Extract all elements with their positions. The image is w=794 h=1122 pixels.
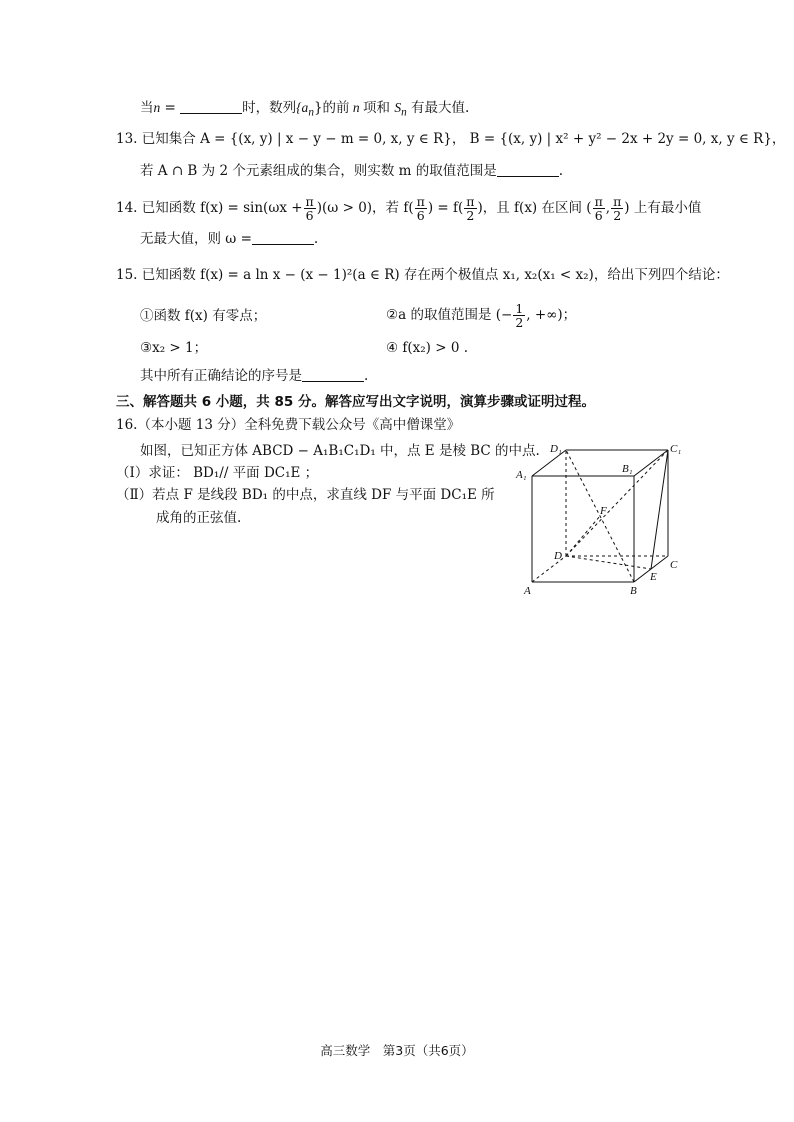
answer-blank	[180, 99, 242, 114]
label-C: C	[670, 559, 678, 571]
q12-sub: n	[401, 106, 407, 119]
q16-part2b: 成角的正弦值.	[156, 510, 242, 526]
label-C1: C₁	[670, 443, 682, 455]
q15-choice-text: ①函数 f(x) 有零点；	[140, 308, 267, 324]
q12-sub: n	[308, 106, 314, 119]
q12-text: 项和	[363, 100, 391, 116]
cube-figure	[510, 440, 690, 600]
q14-line2	[140, 229, 318, 249]
q15-choice-3	[140, 338, 207, 358]
q13-period: .	[558, 163, 563, 179]
q16-part1: （Ⅰ）求证： BD₁// 平面 DC₁E ；	[116, 465, 319, 481]
q12-line	[140, 98, 469, 123]
q13-line2	[140, 161, 563, 181]
q13-sets: 已知集合 A = {(x, y) | x − y − m = 0, x, y ∈ R}， B = {(x, y) | x² + y² − 2x + 2y = 0, x, y ∈ R}，	[141, 131, 786, 147]
segment-DF-hidden	[566, 516, 600, 556]
denominator: 6	[416, 208, 425, 223]
q12-seq: {a	[296, 100, 309, 115]
q12-eq: =	[160, 100, 181, 116]
label-D1: D₁	[550, 443, 562, 455]
q15-choice-text: ②a 的取值范围是 (−	[386, 307, 513, 323]
q16-part2a: （Ⅱ）若点 F 是线段 BD₁ 的中点，求直线 DF 与平面 DC₁E 所	[116, 487, 495, 503]
question-number: 14.	[116, 200, 138, 216]
answer-blank	[302, 367, 364, 382]
q15-stem: 已知函数 f(x) = a ln x − (x − 1)²(a ∈ R) 存在两个极值点 x₁, x₂(x₁ < x₂)，给出下列四个结论：	[141, 267, 729, 283]
q14-prompt: 无最大值，则 ω =	[140, 231, 252, 247]
q14-comma: ,	[605, 200, 611, 216]
denominator: 6	[305, 208, 314, 223]
q12-text: 当	[140, 100, 154, 116]
label-A1: A₁	[516, 469, 527, 481]
q14-line1	[116, 193, 701, 223]
segment-DC1-hidden	[566, 450, 668, 556]
q12-text: 时，数列	[242, 100, 297, 116]
label-B: B	[630, 585, 637, 597]
q12-var: n	[349, 100, 364, 115]
q15-choice-text: ④ f(x₂) > 0 .	[386, 340, 469, 356]
segment-C1E	[651, 450, 668, 569]
question-number: 13.	[116, 131, 138, 147]
numerator: π	[466, 194, 475, 209]
fraction-pi-2	[611, 195, 623, 222]
question-number: 15.	[116, 267, 138, 283]
fraction-pi-2	[464, 195, 476, 222]
q15-choice-4	[386, 338, 468, 358]
q14-period: .	[313, 231, 319, 247]
denominator: 2	[613, 208, 622, 223]
page-footer: 高三数学 第3页（共6页）	[320, 1043, 474, 1058]
label-E: E	[650, 571, 657, 583]
q15-choice-text: , +∞)；	[526, 307, 577, 323]
answer-blank	[497, 162, 559, 177]
segment-DE-hidden	[566, 556, 651, 569]
q16-intro: 如图，已知正方体 ABCD − A₁B₁C₁D₁ 中，点 E 是棱 BC 的中点.	[140, 443, 540, 459]
q14-text: )(ω > 0)，若 f(	[316, 200, 414, 216]
q14-text: ) 上有最小值	[624, 200, 702, 216]
q14-text: 已知函数 f(x) = sin(ωx +	[141, 200, 303, 216]
fraction-pi-6	[593, 195, 605, 222]
q12-text: 有最大值.	[411, 100, 470, 116]
q12-seq-end: }	[313, 100, 323, 116]
q15-choice-text: ③x₂ > 1；	[140, 340, 208, 356]
q15-line1	[116, 265, 729, 285]
edge-C1B1	[634, 450, 668, 476]
q15-line-end	[140, 366, 368, 386]
q15-period: .	[364, 368, 369, 384]
q15-choice-1	[140, 306, 266, 326]
q14-text: )，且 f(x) 在区间 (	[477, 200, 592, 216]
label-F: F	[600, 505, 607, 517]
label-A: A	[524, 585, 531, 597]
q12-var: n	[153, 100, 161, 115]
fraction-pi-6	[415, 195, 427, 222]
q12-sum: S	[394, 100, 402, 115]
section-heading: 三、解答题共 6 小题，共 85 分。解答应写出文字说明，演算步骤或证明过程。	[116, 394, 595, 410]
numerator: 1	[515, 301, 524, 316]
numerator: π	[594, 194, 603, 209]
denominator: 2	[466, 208, 475, 223]
denominator: 6	[594, 208, 603, 223]
numerator: π	[613, 194, 622, 209]
label-D: D	[554, 550, 562, 562]
denominator: 2	[515, 315, 524, 330]
q16-header-text: （本小题 13 分）全科免费下载公众号《高中僧课堂》	[137, 417, 461, 433]
answer-blank	[252, 230, 314, 245]
q15-choice-2	[386, 300, 576, 330]
fraction-one-half	[513, 302, 525, 329]
q13-prompt: 若 A ∩ B 为 2 个元素组成的集合，则实数 m 的取值范围是	[140, 163, 497, 179]
q16-header	[116, 415, 460, 435]
q12-text: 的前	[322, 100, 350, 116]
q14-text: ) = f(	[427, 200, 464, 216]
q13-line1	[116, 129, 785, 149]
numerator: π	[305, 194, 314, 209]
q15-prompt: 其中所有正确结论的序号是	[140, 368, 302, 384]
question-number: 16.	[116, 417, 138, 433]
label-B1: B₁	[622, 463, 633, 475]
numerator: π	[416, 194, 425, 209]
fraction-pi-6	[304, 195, 316, 222]
